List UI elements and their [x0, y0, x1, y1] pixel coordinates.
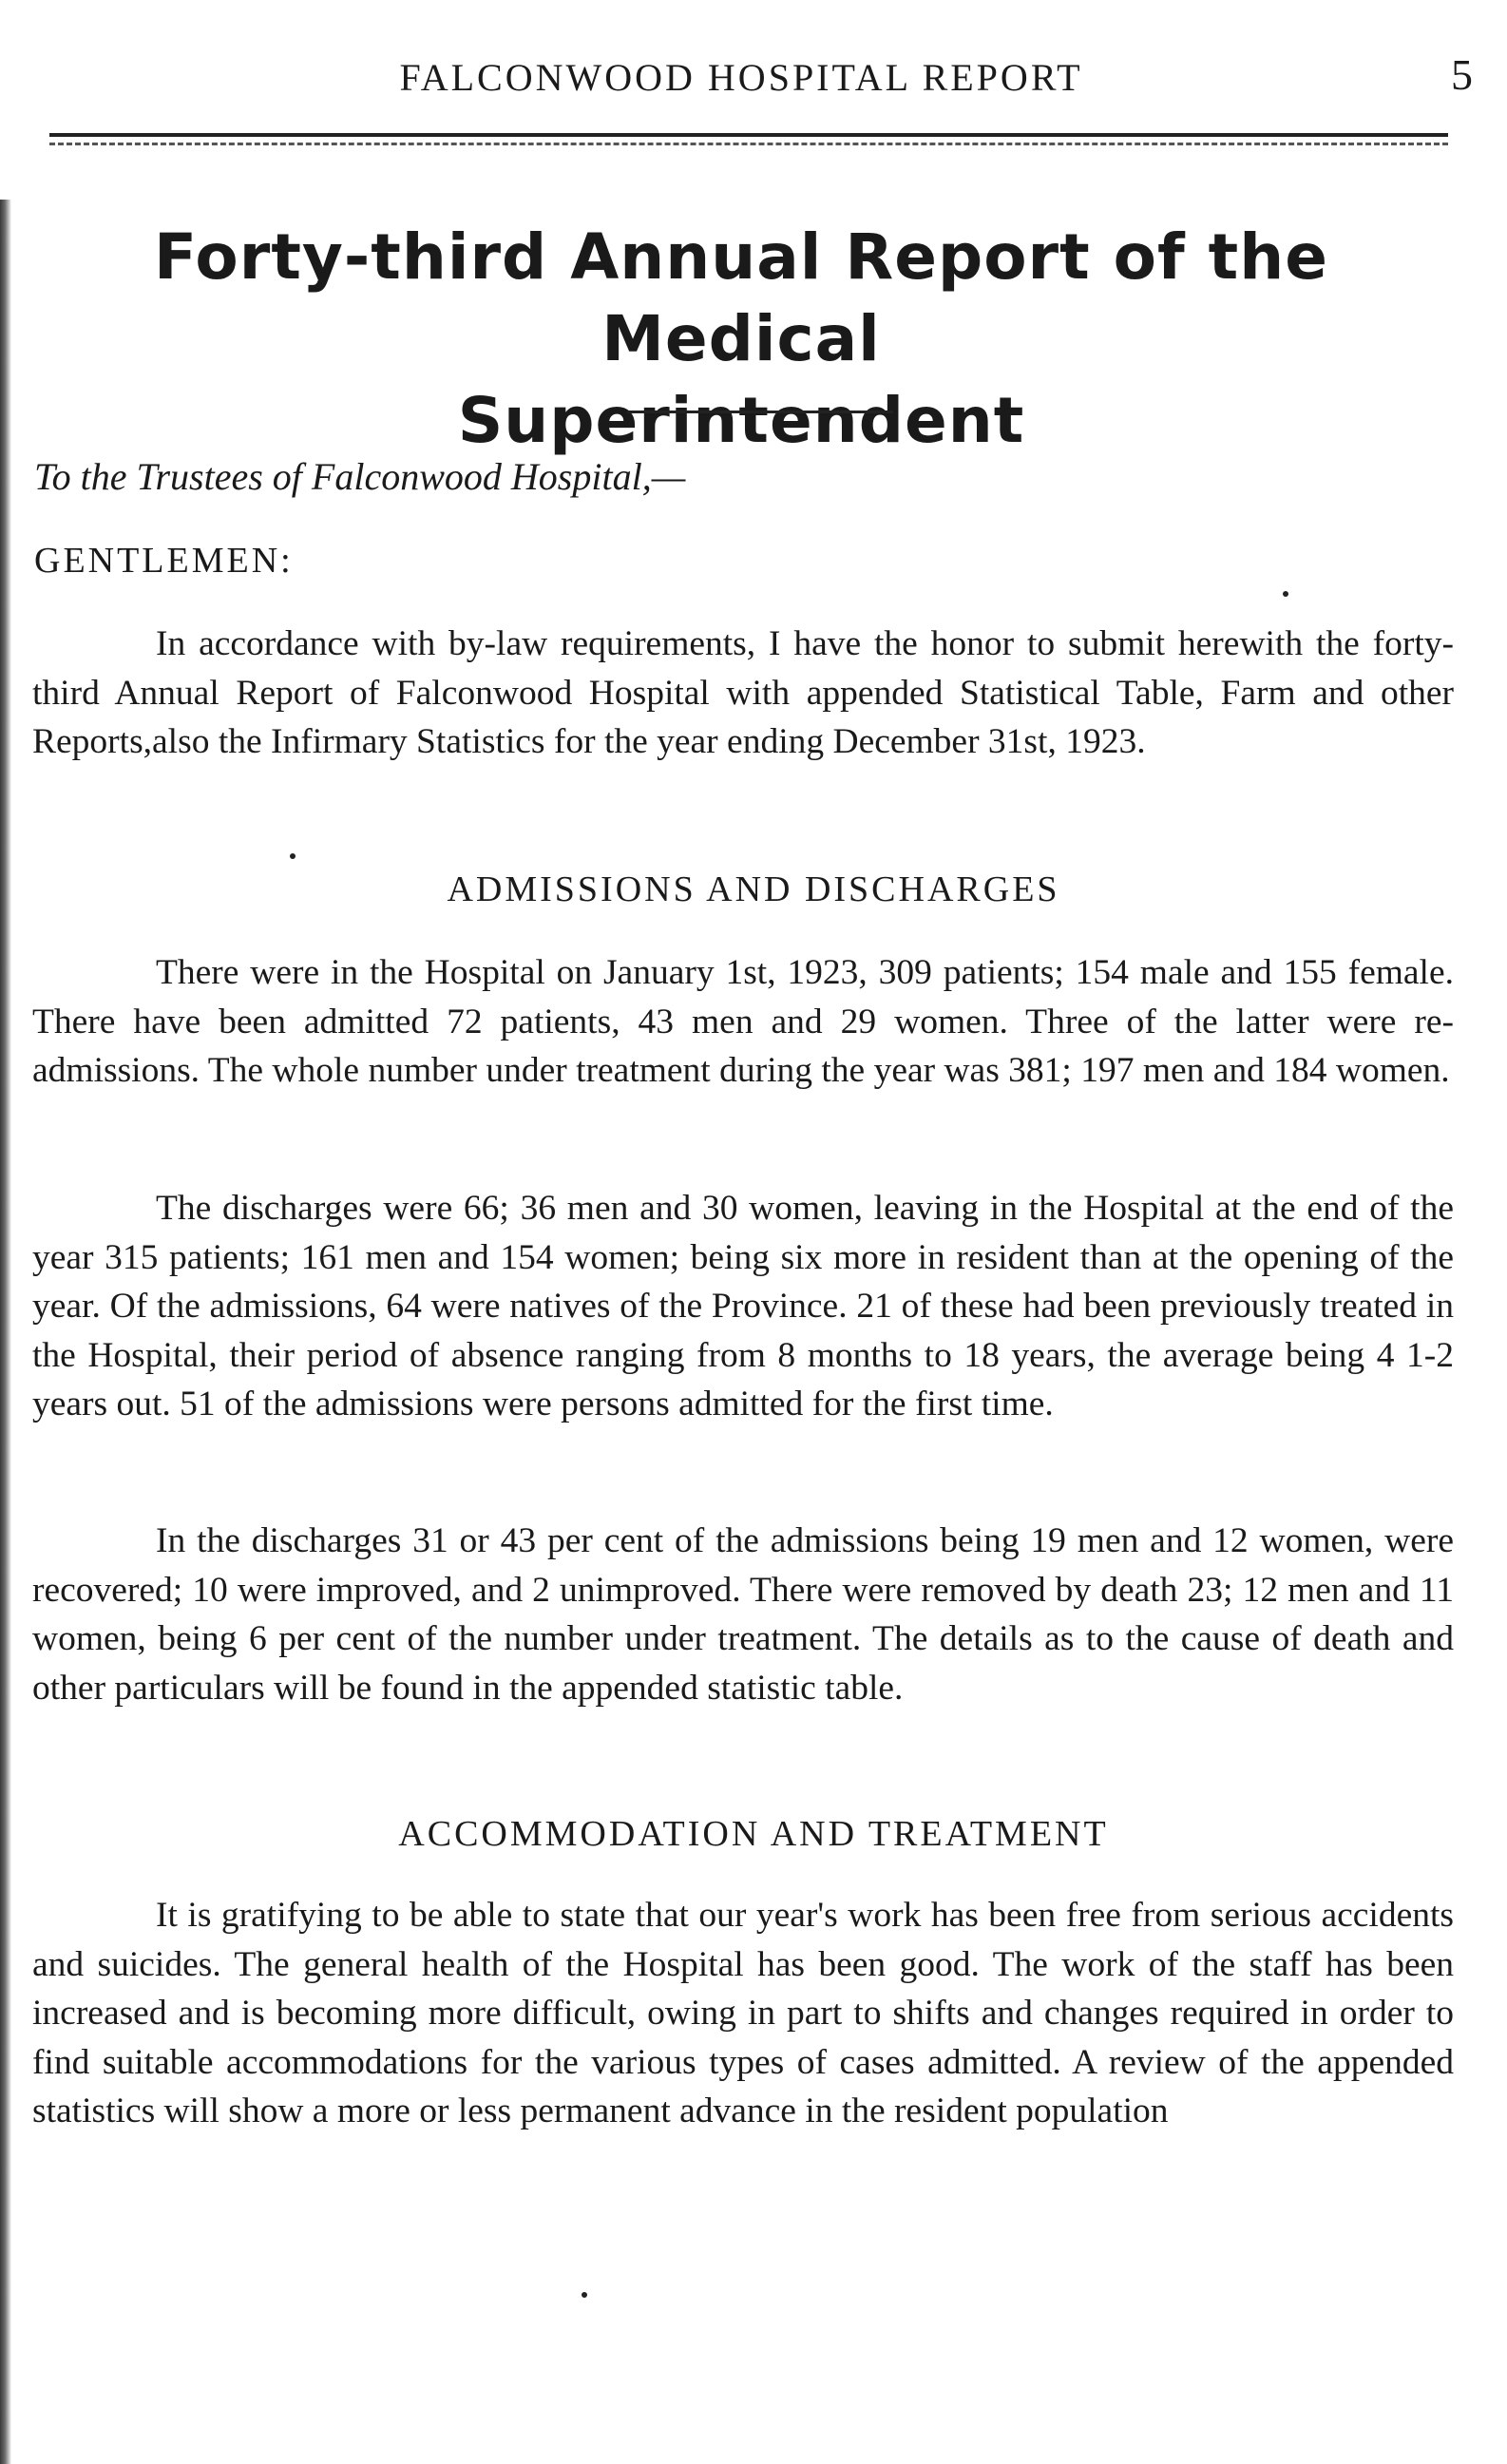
section-heading-accommodation: ACCOMMODATION AND TREATMENT — [398, 1814, 1109, 1854]
accommodation-paragraph-1: It is gratifying to be able to state that our year's work has been free from serious accidents and suicides. The general health of the Hospital has been good. The work of the staff has been increased and is becoming more difficult, owing in part to shifts and changes required in order to find suitable accommodations for the various types of cases admitted. A review of the appended statistics will show a more or less permanent advance in the resident population — [32, 1896, 1454, 2130]
greeting: GENTLEMEN: — [34, 541, 294, 581]
page-number: 5 — [1451, 50, 1473, 99]
header-rule — [49, 133, 1448, 137]
report-title-line-1: Forty-third Annual Report of the Medical — [154, 220, 1328, 375]
title-divider — [627, 411, 893, 413]
ink-speck — [1283, 591, 1288, 597]
ink-speck — [582, 2292, 587, 2298]
ink-speck — [290, 853, 296, 859]
admissions-paragraph-2: The discharges were 66; 36 men and 30 women, leaving in the Hospital at the end of the year 315 patients; 161 men and 154 women; being six more in resident than at the opening of the year. Of the admissions, 64 were natives of the Province. 21 of these had been previously treated in the Hospital, their period of absence ranging from 8 months to 18 years, the average being 4 1-2 years out. 51 of the admissions were persons admitted for the first time. — [32, 1189, 1454, 1423]
running-header: FALCONWOOD HOSPITAL REPORT — [399, 56, 1083, 99]
header-rule-secondary — [49, 143, 1448, 145]
section-heading-admissions: ADMISSIONS AND DISCHARGES — [447, 869, 1060, 909]
report-title — [19, 217, 1463, 462]
report-title-line-2: Superintendent — [457, 384, 1025, 457]
page-binding-edge — [0, 200, 11, 2464]
salutation: To the Trustees of Falconwood Hospital,— — [34, 455, 686, 498]
admissions-paragraph-3: In the discharges 31 or 43 per cent of the admissions being 19 men and 12 women, were recovered; 10 were improved, and 2 unimproved. There were removed by death 23; 12 men and 11 women, being 6 per cent of the number under treatment. The details as to the cause of death and other particulars will be found in the appended statistic table. — [32, 1521, 1454, 1708]
intro-paragraph: In accordance with by-law requirements, I have the honor to submit herewith the forty-third Annual Report of Falconwood Hospital with appended Statistical Table, Farm and other Reports,also the Infirmary Statistics for the year ending December 31st, 1923. — [32, 624, 1454, 761]
admissions-paragraph-1: There were in the Hospital on January 1st, 1923, 309 patients; 154 male and 155 female. There have been admitted 72 patients, 43 men and 29 women. Three of the latter were re-admissions. The whole number under treatment during the year was 381; 197 men and 184 women. — [32, 953, 1454, 1090]
